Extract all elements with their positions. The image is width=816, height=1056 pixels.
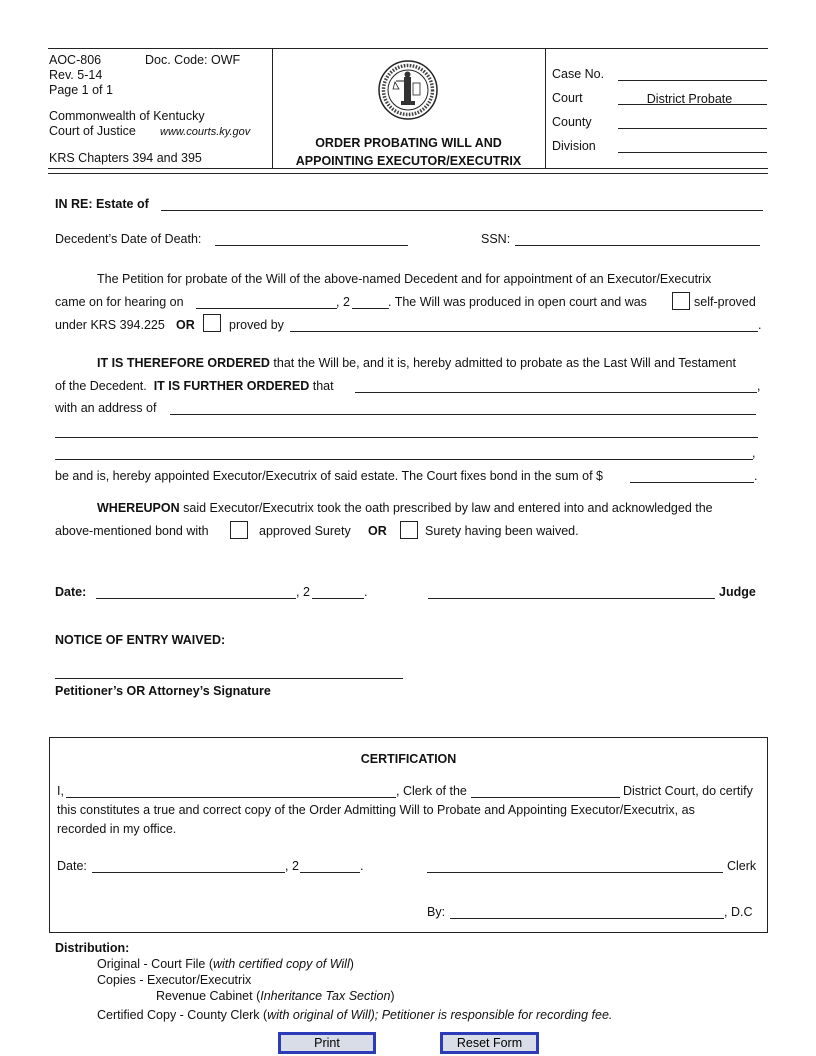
whereupon-text: said Executor/Executrix took the oath prescribed by law and entered into and acknowledged the — [183, 501, 713, 515]
page-number: Page 1 of 1 — [49, 83, 113, 97]
para2-line1 — [97, 356, 736, 371]
court-of-justice: Court of Justice — [49, 124, 136, 138]
cert-i-label: I, — [57, 784, 64, 798]
whereupon-label: WHEREUPON — [97, 501, 180, 515]
original-suffix: ) — [349, 957, 354, 971]
court-value: District Probate — [646, 92, 733, 106]
cert-dc-label: , D.C — [724, 905, 753, 919]
krs-under-label: under KRS 394.225 — [55, 318, 165, 332]
or-label-1: OR — [176, 318, 195, 332]
ordered-label: IT IS THEREFORE ORDERED — [97, 356, 270, 370]
title-line-1: ORDER PROBATING WILL AND — [315, 136, 502, 150]
address-field-2[interactable] — [55, 437, 758, 438]
order-year-prefix: , 2 — [296, 585, 310, 599]
executor-name-field[interactable] — [355, 392, 757, 393]
print-button[interactable]: Print — [278, 1032, 376, 1054]
commonwealth: Commonwealth of Kentucky — [49, 109, 205, 123]
hearing-label: came on for hearing on — [55, 295, 184, 309]
doc-code: Doc. Code: OWF — [145, 53, 241, 67]
revenue-suffix: ) — [390, 989, 395, 1003]
krs-chapters: KRS Chapters 394 and 395 — [49, 151, 202, 165]
header-bottom-rule-2 — [48, 173, 768, 174]
website: www.courts.ky.gov — [160, 126, 251, 138]
ordered-text: that the Will be, and it is, hereby admitted to probate as the Last Will and Testament — [273, 356, 736, 370]
appointed-text: be and is, hereby appointed Executor/Executrix of said estate. The Court fixes bond in the sum of $ — [55, 469, 604, 483]
in-re-label: IN RE: Estate of — [55, 197, 149, 211]
petitioner-signature-label: Petitioner’s OR Attorney’s Signature — [55, 684, 271, 698]
distribution-original — [97, 957, 354, 972]
that-label: that — [312, 379, 334, 393]
cert-clerk-label: Clerk — [727, 859, 757, 873]
reset-form-button[interactable]: Reset Form — [440, 1032, 539, 1054]
hearing-date-field[interactable] — [196, 308, 337, 309]
proved-by-field[interactable] — [290, 331, 758, 332]
original-prefix: Original - Court File ( — [97, 957, 213, 971]
address-field-3[interactable] — [55, 459, 753, 460]
judge-label: Judge — [719, 585, 756, 599]
notice-label: NOTICE OF ENTRY WAIVED: — [55, 633, 226, 647]
division-label: Division — [552, 139, 596, 153]
distribution-certified — [97, 1008, 612, 1023]
order-date-field[interactable] — [96, 598, 296, 599]
order-year-field[interactable] — [312, 598, 364, 599]
whereupon-line — [97, 501, 713, 516]
date-of-death-field[interactable] — [215, 245, 408, 246]
approved-surety-checkbox[interactable] — [230, 521, 248, 539]
title-line-2: APPOINTING EXECUTOR/EXECUTRIX — [295, 154, 522, 168]
hearing-year-field[interactable] — [352, 308, 389, 309]
estate-of-field[interactable] — [161, 210, 763, 211]
cert-district-label: District Court, do certify — [623, 784, 753, 798]
certified-prefix: Certified Copy - County Clerk ( — [97, 1008, 268, 1022]
petitioner-signature-field[interactable] — [55, 678, 403, 679]
distribution-label: Distribution: — [55, 941, 130, 955]
address-field-1[interactable] — [170, 414, 756, 415]
date-label: Date: — [55, 585, 87, 599]
surety-waived-label: Surety having been waived. — [425, 524, 579, 538]
case-no-label: Case No. — [552, 67, 605, 81]
proved-by-label: proved by — [229, 318, 284, 332]
certified-italic: with original of Will — [267, 1008, 371, 1022]
period-1: . — [758, 318, 762, 332]
cert-date-field[interactable] — [92, 872, 285, 873]
proved-by-checkbox[interactable] — [203, 314, 221, 332]
address-label: with an address of — [55, 401, 157, 415]
bond-with-label: above-mentioned bond with — [55, 524, 209, 538]
bond-amount-field[interactable] — [630, 482, 754, 483]
cert-court-field[interactable] — [471, 797, 620, 798]
distribution-revenue — [156, 989, 395, 1004]
cert-year-field[interactable] — [300, 872, 360, 873]
form-id: AOC-806 — [49, 53, 102, 67]
county-field[interactable] — [618, 128, 767, 129]
cert-clerk-signature-field[interactable] — [427, 872, 723, 873]
ssn-label: SSN: — [481, 232, 511, 246]
division-field[interactable] — [618, 152, 767, 153]
county-label: County — [552, 115, 592, 129]
para2-line2 — [55, 379, 334, 394]
cert-year-prefix: , 2 — [285, 859, 299, 873]
further-ordered-label: IT IS FURTHER ORDERED — [153, 379, 310, 393]
cert-clerk-of-label: , Clerk of the — [396, 784, 467, 798]
approved-surety-label: approved Surety — [259, 524, 351, 538]
of-decedent: of the Decedent. — [55, 379, 147, 393]
date-of-death-label: Decedent’s Date of Death: — [55, 232, 202, 246]
cert-date-label: Date: — [57, 859, 87, 873]
court-label: Court — [552, 91, 583, 105]
cert-clerk-name-field[interactable] — [66, 797, 396, 798]
cert-by-label: By: — [427, 905, 446, 919]
certification-title: CERTIFICATION — [360, 752, 457, 766]
ssn-field[interactable] — [515, 245, 760, 246]
cert-line-2: this constitutes a true and correct copy of the Order Admitting Will to Probate and Appointing Executor/Executrix, as — [57, 803, 695, 817]
cert-by-field[interactable] — [450, 918, 724, 919]
self-proved-label: self-proved — [694, 295, 756, 309]
para1-line1: The Petition for probate of the Will of the above-named Decedent and for appointment of an Executor/Executrix — [97, 272, 712, 286]
header-divider-right — [545, 48, 546, 168]
distribution-copies: Copies - Executor/Executrix — [97, 973, 252, 987]
original-italic: with certified copy of Will — [213, 957, 350, 971]
case-no-field[interactable] — [618, 80, 767, 81]
revision: Rev. 5-14 — [49, 68, 103, 82]
judge-signature-field[interactable] — [428, 598, 715, 599]
revenue-prefix: Revenue Cabinet ( — [156, 989, 261, 1003]
certified-suffix: ); Petitioner is responsible for recording fee. — [370, 1008, 613, 1022]
produced-text: . The Will was produced in open court and was — [388, 295, 647, 309]
or-label-2: OR — [368, 524, 387, 538]
revenue-italic: Inheritance Tax Section — [260, 989, 391, 1003]
header-top-rule — [48, 48, 768, 49]
cert-line-3: recorded in my office. — [57, 822, 177, 836]
hearing-year-prefix: , 2 — [336, 295, 350, 309]
surety-waived-checkbox[interactable] — [400, 521, 418, 539]
self-proved-checkbox[interactable] — [672, 292, 690, 310]
court-seal-icon — [377, 59, 439, 121]
